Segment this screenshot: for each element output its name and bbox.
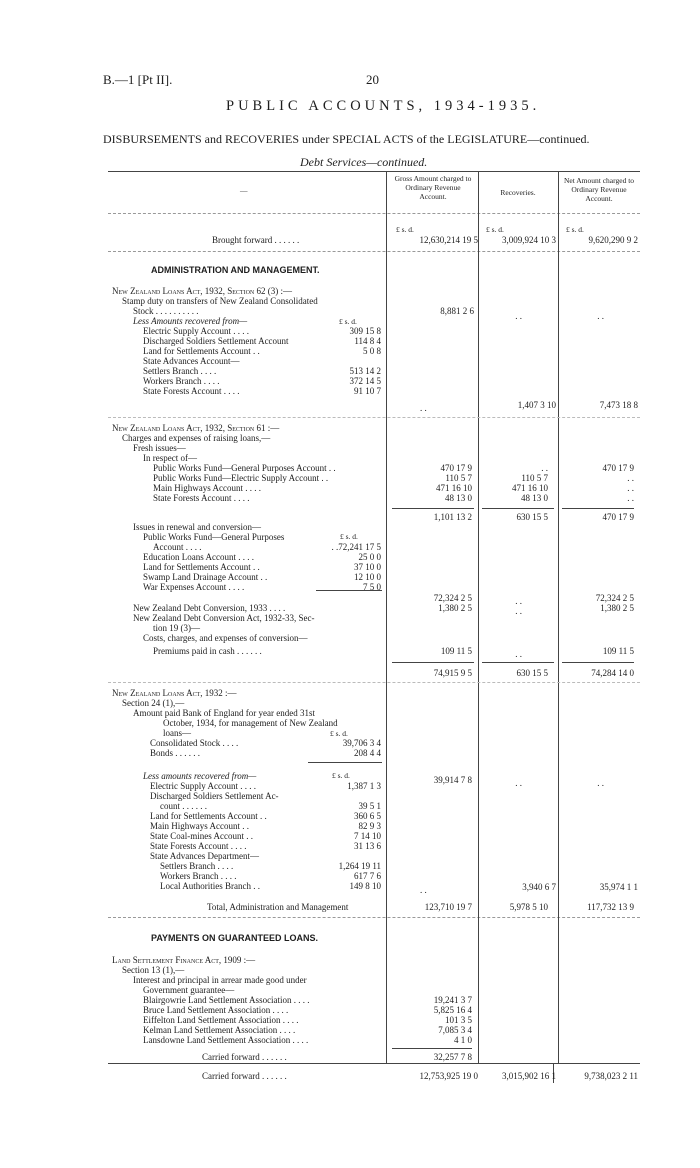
admin-total-recoveries: 5,978 5 10 [509,902,548,912]
a3-net: 35,974 1 1 [599,882,638,892]
recovery-item-label: Settlers Branch . . . . [143,366,217,376]
guaranteed-line3: Government guarantee— [143,985,235,995]
a3-consolidated-label: Consolidated Stock . . . . [150,738,239,748]
renewal-item-amount: 7 5 0 [363,582,381,592]
a2-renewal-lsd: £ s. d. [340,532,358,541]
renewal-item-label: War Expenses Account . . . . [143,582,245,592]
a2-renewal-rule [316,590,382,591]
fresh-issue-gross: 48 13 0 [445,493,472,503]
a3-dots-net: . . [597,778,604,788]
a3-title: New Zealand Loans Act, 1932 :— [112,688,237,698]
recovery-item-label: State Forests Account . . . . [143,386,240,396]
recovery-item-amount: 114 8 4 [354,336,381,346]
a1-line1: Stamp duty on transfers of New Zealand Consolidated [122,296,318,306]
column-rule-2 [478,171,479,1063]
a2-pwf-line1: Public Works Fund—General Purposes [143,532,285,542]
a1-title: New Zealand Loans Act, 1932, Section 62 (3) :— [112,286,292,296]
fresh-issue-label: Public Works Fund—General Purposes Account . . [153,463,336,473]
a2-renewal-label: Issues in renewal and conversion— [133,522,261,532]
recovery-item-label: Workers Branch . . . . [143,376,220,386]
recovery-item-amount: 82 9 3 [358,821,381,831]
a2-total-rule-3 [562,662,634,663]
recovery-item-amount: 1,387 1 3 [347,781,381,791]
a2-act-line2: tion 19 (3)— [153,623,200,633]
carried-forward-gross: 12,753,925 19 0 [419,1071,478,1081]
page-title: PUBLIC ACCOUNTS, 1934-1935. [226,98,541,114]
fresh-issue-net: . . [627,483,634,493]
association-amount: 4 1 0 [454,1035,472,1045]
a2-act-line1: New Zealand Debt Conversion Act, 1932-33, Sec- [133,613,315,623]
association-label: Eiffelton Land Settlement Association . . . . [143,1015,299,1025]
a2-premiums-label: Premiums paid in cash . . . . . . [153,646,262,656]
recovery-item-label: State Coal-mines Account . . [150,831,253,841]
a1-line2: Stock . . . . . . . . . . [133,306,199,316]
recovery-item-label: Settlers Branch . . . . [160,861,234,871]
recovery-item-label: State Forests Account . . . . [150,841,247,851]
recovery-item-amount: 617 7 6 [354,871,381,881]
admin-total-label: Total, Administration and Management [207,902,349,912]
page-number: 20 [366,72,379,87]
association-amount: 19,241 3 7 [433,995,472,1005]
page-subtitle: DISBURSEMENTS and RECOVERIES under SPECIAL ACTS of the LEGISLATURE—continued. [103,132,590,146]
a2-conversion-net: 1,380 2 5 [600,603,634,613]
fresh-issue-recoveries: 471 16 10 [512,483,548,493]
a2-premiums-gross: 109 11 5 [440,646,472,656]
association-amount: 7,085 3 4 [438,1025,472,1035]
guaranteed-cf-rule [392,1048,472,1049]
fresh-issue-label: Public Works Fund—Electric Supply Account . . [153,473,329,483]
recovery-item-amount: 513 14 2 [349,366,381,376]
admin-total-rule [108,917,640,918]
recovery-item-amount: 149 8 10 [349,881,381,891]
recovery-item-label: State Advances Account— [143,356,240,366]
a2-total-rule-2 [482,662,554,663]
a1-dots-net: . . [597,311,604,321]
a2-subtotal-net: 470 17 9 [602,512,634,522]
fresh-issue-net: . . [627,493,634,503]
brought-forward-recoveries: 3,009,924 10 3 [502,235,556,245]
a2-premiums-net: 109 11 5 [602,646,634,656]
carried-forward-recoveries: 3,015,902 16 1 [502,1071,556,1081]
renewal-item-amount: 12 10 0 [354,572,381,582]
a3-dots-rec: . . [515,778,522,788]
brought-forward-rule [108,251,640,252]
recovery-item-amount: 372 14 5 [349,376,381,386]
association-label: Lansdowne Land Settlement Association . . . . [143,1035,309,1045]
a3-lsd: £ s. d. [330,729,348,738]
a1-gross: 8,881 2 6 [440,306,474,316]
a3-line2: Amount paid Bank of England for year ended 31st [133,708,315,718]
carried-forward-net: 9,738,023 2 11 [584,1071,638,1081]
renewal-item-amount: 25 0 0 [358,552,381,562]
a3-consolidated-amount: 39,706 3 4 [342,738,381,748]
brought-forward-label: Brought forward . . . . . . [212,235,300,245]
a2-end-rule [108,682,640,683]
a1-recoveries: 1,407 3 10 [517,400,556,410]
fresh-issue-label: Main Highways Account . . . . [153,483,261,493]
association-label: Blairgowrie Land Settlement Association . . . . [143,995,310,1005]
a2-pwf-amount: . .72,241 17 5 [331,542,381,552]
recovery-item-amount: 360 6 5 [354,811,381,821]
a2-renewal-recoveries: . . [515,596,522,606]
a1-dots-gross: . . [420,403,427,413]
recovery-item-amount: 7 14 10 [354,831,381,841]
recovery-item-amount: 39 5 1 [358,801,381,811]
recovery-item-label: count . . . . . . [160,801,207,811]
admin-total-gross: 123,710 19 7 [424,902,472,912]
column-rule-3 [558,171,559,1063]
lsd-label-2: £ s. d. [486,225,504,234]
table-bottom-rule [108,1063,640,1064]
guaranteed-line2: Interest and principal in arrear made good under [133,975,307,985]
a2-subtotal-recoveries: 630 15 5 [516,512,548,522]
document-reference: B.—1 [Pt II]. [103,72,173,87]
section-title: Debt Services—continued. [300,155,428,169]
a2-line2: Fresh issues— [133,443,186,453]
a2-sub-rule-1 [392,508,474,509]
a2-line1: Charges and expenses of raising loans,— [122,433,271,443]
a1-end-rule [108,417,640,418]
a2-total-net: 74,284 14 0 [591,668,634,678]
recovery-item-label: Local Authorities Branch . . [160,881,260,891]
guaranteed-cf-label: Carried forward . . . . . . [202,1052,287,1062]
recovery-item-amount: 31 13 6 [354,841,381,851]
a2-line3: In respect of— [143,453,197,463]
a1-less-label: Less Amounts recovered from— [133,316,248,326]
a2-pwf-line2: Account . . . . [153,542,202,552]
table-top-rule [108,171,640,172]
header-rule [108,213,640,214]
carried-forward-label: Carried forward . . . . . . [202,1071,287,1081]
a3-line4: loans— [163,728,191,738]
a1-net: 7,473 18 8 [599,400,638,410]
recovery-item-label: Workers Branch . . . . [160,871,237,881]
a1-lsd: £ s. d. [339,317,357,326]
a2-conversion-gross: 1,380 2 5 [438,603,472,613]
a3-gross: 39,914 7 8 [433,775,472,785]
fresh-issue-recoveries: 48 13 0 [521,493,548,503]
recovery-item-label: Discharged Soldiers Settlement Ac- [150,791,279,801]
lsd-label-1: £ s. d. [396,225,414,234]
a2-sub-rule-2 [482,508,554,509]
a3-stock-rule [308,762,382,763]
recovery-item-label: State Advances Department— [150,851,259,861]
column-rule-1 [386,171,387,1063]
recovery-item-label: Discharged Soldiers Settlement Account [143,336,289,346]
fresh-issue-gross: 110 5 7 [445,473,472,483]
recovery-item-label: Land for Settlements Account . . [143,346,260,356]
recovery-item-amount: 91 10 7 [354,386,381,396]
fresh-issue-gross: 470 17 9 [440,463,472,473]
guaranteed-title: Land Settlement Finance Act, 1909 :— [112,955,256,965]
lsd-label-3: £ s. d. [566,225,584,234]
association-label: Bruce Land Settlement Association . . . . [143,1005,289,1015]
renewal-item-label: Education Loans Account . . . . [143,552,254,562]
fresh-issue-recoveries: 110 5 7 [521,473,548,483]
fresh-issue-label: State Forests Account . . . . [153,493,250,503]
recovery-item-label: Land for Settlements Account . . [150,811,267,821]
header-dash: — [240,186,248,195]
column-header-net: Net Amount charged to Ordinary Revenue Account. [563,176,635,203]
a2-conversion-recoveries: . . [515,606,522,616]
renewal-item-label: Land for Settlements Account . . [143,562,260,572]
fresh-issue-recoveries: . . [541,463,548,473]
a1-dots-rec: . . [515,311,522,321]
recovery-item-amount: 309 15 8 [349,326,381,336]
a2-title: New Zealand Loans Act, 1932, Section 61 :— [112,423,280,433]
a2-total-recoveries: 630 15 5 [516,668,548,678]
a2-sub-rule-3 [562,508,634,509]
a3-line3: October, 1934, for management of New Zealand [163,718,338,728]
a3-line1: Section 24 (1),— [122,698,185,708]
a2-costs-label: Costs, charges, and expenses of conversion— [143,633,308,643]
a3-dots-gross: . . [420,885,427,895]
fresh-issue-net: . . [627,473,634,483]
a2-renewal-gross: 72,324 2 5 [433,593,472,603]
recovery-item-label: Electric Supply Account . . . . [143,326,249,336]
a3-bonds-amount: 208 4 4 [354,748,381,758]
brought-forward-gross: 12,630,214 19 5 [419,235,478,245]
admin-total-net: 117,732 13 9 [587,902,634,912]
column-header-recoveries: Recoveries. [500,188,536,197]
a3-lsd2: £ s. d. [332,771,350,780]
guaranteed-cf-amount: 32,257 7 8 [433,1052,472,1062]
guaranteed-line1: Section 13 (1),— [122,965,185,975]
fresh-issue-net: 470 17 9 [602,463,634,473]
a2-renewal-net: 72,324 2 5 [595,593,634,603]
a2-subtotal-gross: 1,101 13 2 [433,512,472,522]
renewal-item-label: Swamp Land Drainage Account . . [143,572,268,582]
a3-recoveries: 3,940 6 7 [522,882,556,892]
association-amount: 101 3 5 [445,1015,472,1025]
association-label: Kelman Land Settlement Association . . . . [143,1025,296,1035]
a2-total-rule-1 [392,662,474,663]
recovery-item-label: Main Highways Account . . [150,821,249,831]
a2-premiums-recoveries: . . [515,649,522,659]
brought-forward-net: 9,620,290 9 2 [588,235,638,245]
a3-bonds-label: Bonds . . . . . . [150,748,201,758]
guaranteed-heading: PAYMENTS ON GUARANTEED LOANS. [151,933,319,943]
recovery-item-amount: 1,264 19 11 [338,861,381,871]
admin-heading: ADMINISTRATION AND MANAGEMENT. [151,265,320,275]
recovery-item-label: Electric Supply Account . . . . [150,781,256,791]
column-header-gross: Gross Amount charged to Ordinary Revenue Account. [394,174,472,201]
a3-less-label: Less amounts recovered from— [143,771,257,781]
renewal-item-amount: 37 10 0 [354,562,381,572]
recovery-item-amount: 5 0 8 [363,346,381,356]
a2-total-gross: 74,915 9 5 [433,668,472,678]
association-amount: 5,825 16 4 [433,1005,472,1015]
fresh-issue-gross: 471 16 10 [436,483,472,493]
a2-conversion-label: New Zealand Debt Conversion, 1933 . . . . [133,603,286,613]
